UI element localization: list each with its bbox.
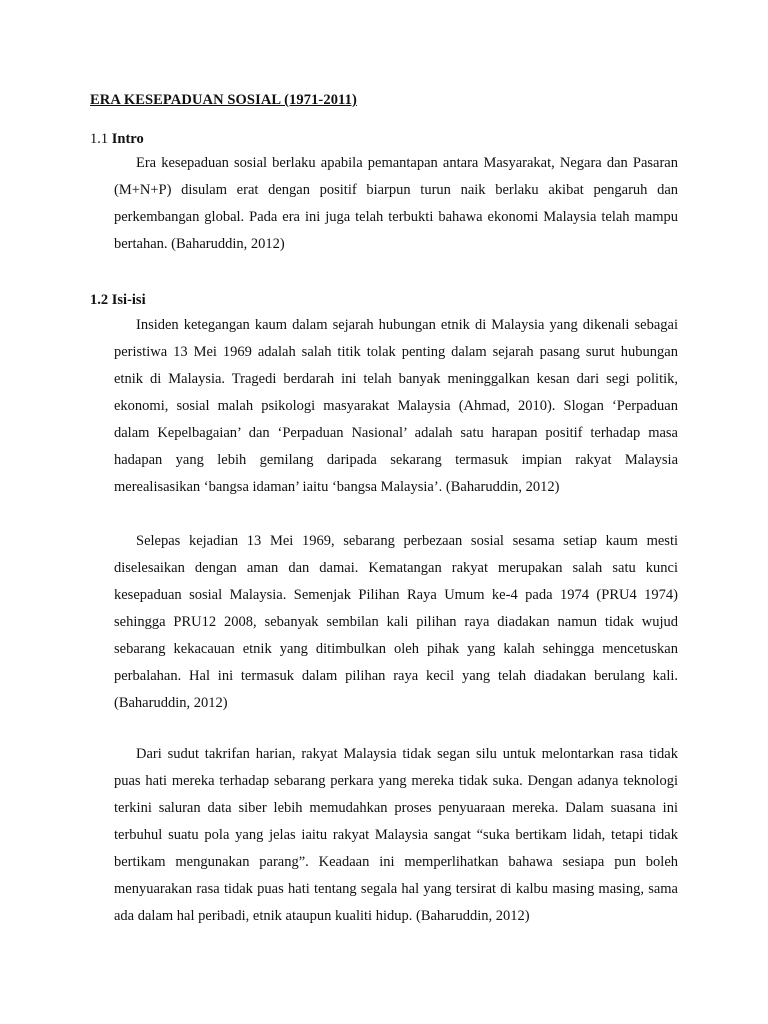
paragraph-line: etnik di Malaysia. Tragedi berdarah ini telah banyak meninggalkan kesan dari segi politik, [114,371,678,387]
paragraph-line: kesepaduan sosial Malaysia. Semenjak Pilihan Raya Umum ke-4 pada 1974 (PRU4 1974) [114,587,678,603]
paragraph-line: (M+N+P) disulam erat dengan positif biarpun turun naik berlaku akibat pengaruh dan [114,182,678,198]
paragraph-line: sebarang kekacauan etnik yang ditimbulkan oleh pihak yang kalah sehingga mencetuskan [114,641,678,657]
paragraph-line: bertahan. (Baharuddin, 2012) [114,236,285,252]
paragraph-line: perbalahan. Hal ini termasuk dalam pilihan raya kecil yang telah diadakan berulang kali. [114,668,678,684]
paragraph-line: puas hati mereka terhadap sebarang perkara yang mereka tidak suka. Dengan adanya teknologi [114,773,678,789]
paragraph-line: diselesaikan dengan aman dan damai. Kematangan rakyat merupakan salah satu kunci [114,560,678,576]
paragraph-line: sehingga PRU12 2008, sebanyak sembilan kali pilihan raya diadakan namun tidak wujud [114,614,678,630]
paragraph-line: ada dalam hal peribadi, etnik ataupun kualiti hidup. (Baharuddin, 2012) [114,908,530,924]
paragraph-line: perkembangan global. Pada era ini juga telah terbukti bahawa ekonomi Malaysia telah mampu [114,209,678,225]
document-title: ERA KESEPADUAN SOSIAL (1971-2011) [90,92,357,108]
section-number: 1.1 [90,131,109,147]
paragraph-line: Insiden ketegangan kaum dalam sejarah hubungan etnik di Malaysia yang dikenali sebagai [136,317,678,333]
paragraph-line: (Baharuddin, 2012) [114,695,228,711]
paragraph-line: menyuarakan rasa tidak puas hati tentang segala hal yang tersirat di kalbu masing masing, sama [114,881,678,897]
section-number: 1.2 [90,292,109,308]
section-title: Isi-isi [111,292,146,308]
paragraph-line: bertikam mengunakan parang”. Keadaan ini memperlihatkan bahawa sesiapa pun boleh [114,854,678,870]
paragraph-line: dalam Kepelbagaian’ dan ‘Perpaduan Nasional’ adalah satu harapan positif terhadap masa [114,425,678,441]
paragraph-line: merealisasikan ‘bangsa idaman’ iaitu ‘bangsa Malaysia’. (Baharuddin, 2012) [114,479,560,495]
paragraph-line: ekonomi, sosial malah psikologi masyarakat Malaysia (Ahmad, 2010). Slogan ‘Perpaduan [114,398,678,414]
paragraph-line: terbuhul suatu pola yang jelas iaitu rakyat Malaysia sangat “suka bertikam lidah, tetapi tidak [114,827,678,843]
section-title: Intro [111,131,144,147]
paragraph-line: hadapan yang lebih gemilang daripada sekarang termasuk impian rakyat Malaysia [114,452,678,468]
intro-paragraph [114,150,678,258]
paragraph-line: Selepas kejadian 13 Mei 1969, sebarang perbezaan sosial sesama setiap kaum mesti [136,533,678,549]
paragraph-line: terkini saluran data siber lebih memudahkan proses penyuaraan mereka. Dalam suasana ini [114,800,678,816]
paragraph-line: Dari sudut takrifan harian, rakyat Malaysia tidak segan silu untuk melontarkan rasa tidak [136,746,678,762]
paragraph-line: peristiwa 13 Mei 1969 adalah salah titik tolak penting dalam sejarah pasang surut hubungan [114,344,678,360]
section-heading-intro [90,131,144,148]
isi-paragraph-3 [114,741,678,930]
paragraph-line: Era kesepaduan sosial berlaku apabila pemantapan antara Masyarakat, Negara dan Pasaran [136,155,678,171]
section-heading-isi [90,292,146,309]
isi-paragraph-1 [114,312,678,501]
isi-paragraph-2 [114,528,678,717]
